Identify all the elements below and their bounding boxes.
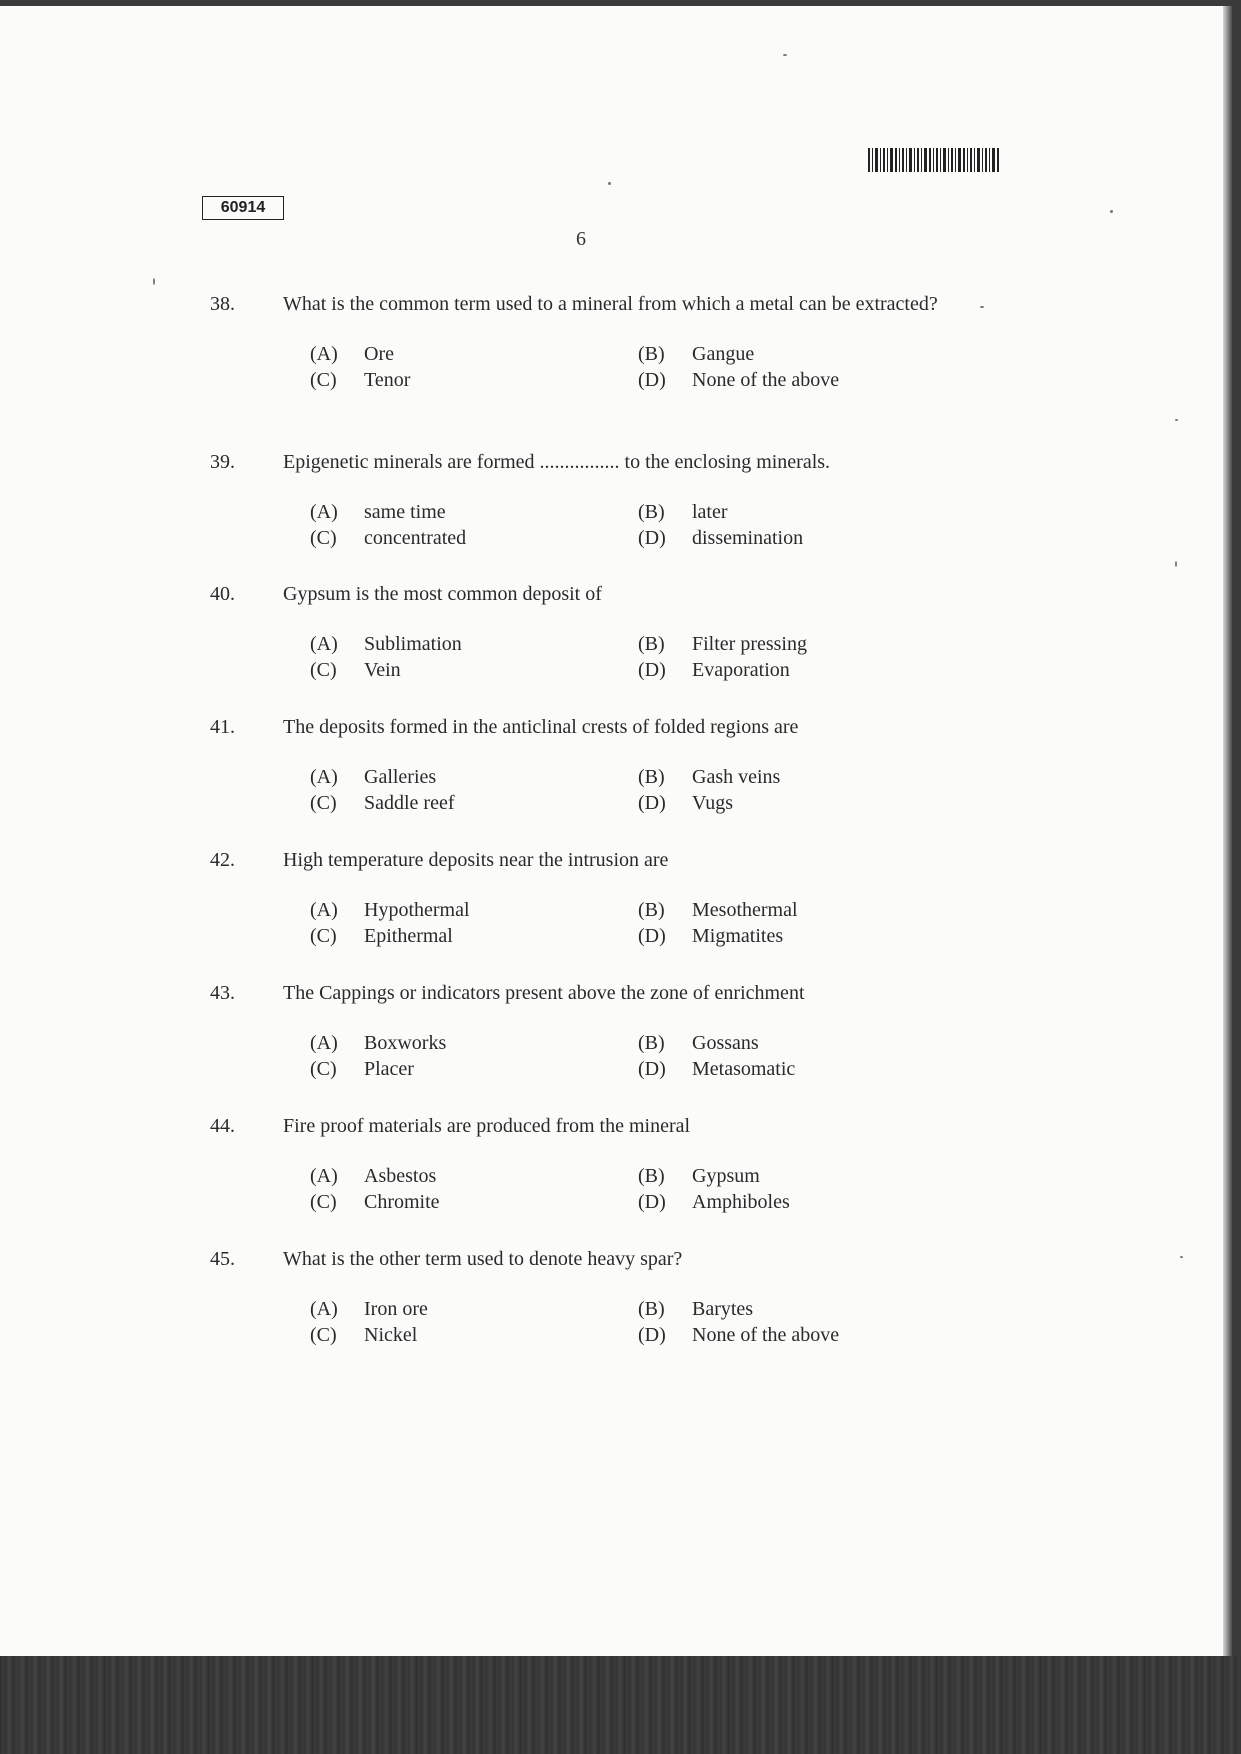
option-text: Gossans [692,1032,759,1054]
question-text: High temperature deposits near the intrusion are [283,849,669,871]
question-text: Gypsum is the most common deposit of [283,583,602,605]
scan-speck [153,278,155,285]
question-number: 43. [210,982,235,1004]
question-stem [210,1114,970,1138]
option-label: (B) [638,1165,665,1187]
option-label: (D) [638,1191,666,1213]
option-label: (C) [310,1191,337,1213]
option-text: Ore [364,343,394,365]
scan-speck [1175,561,1177,567]
question-number: 39. [210,451,235,473]
scan-speck [608,182,611,185]
option-text: Evaporation [692,659,790,681]
option-label: (C) [310,792,337,814]
question-text: Epigenetic minerals are formed ................ to the enclosing minerals. [283,451,831,473]
question-number: 45. [210,1248,235,1270]
option-label: (B) [638,766,665,788]
option-text: Boxworks [364,1032,447,1054]
option-text: concentrated [364,527,467,549]
question-stem [210,715,970,739]
options-grid [310,1031,970,1081]
option-b [638,1164,938,1188]
paper-code-box: 60914 [202,196,284,220]
option-a [310,898,638,922]
option-a [310,1031,638,1055]
option-b [638,342,938,366]
option-a [310,1297,638,1321]
scan-speck [783,54,787,56]
question-41 [210,715,970,815]
question-stem [210,848,970,872]
option-text: None of the above [692,1324,840,1346]
option-c [310,1057,638,1081]
option-c [310,368,638,392]
option-label: (A) [310,633,338,655]
option-text: dissemination [692,527,804,549]
option-text: Iron ore [364,1298,428,1320]
option-label: (D) [638,659,666,681]
option-label: (C) [310,369,337,391]
option-label: (B) [638,501,665,523]
options-grid [310,500,970,550]
option-text: Barytes [692,1298,754,1320]
option-c [310,924,638,948]
option-text: Migmatites [692,925,784,947]
question-text: What is the common term used to a mineral from which a metal can be extracted? [283,293,938,315]
option-label: (A) [310,766,338,788]
option-text: None of the above [692,369,840,391]
scan-speck [980,306,984,308]
question-40 [210,582,970,682]
option-label: (C) [310,527,337,549]
option-b [638,500,938,524]
question-42 [210,848,970,948]
question-number: 41. [210,716,235,738]
question-stem [210,1247,970,1271]
question-text: The deposits formed in the anticlinal crests of folded regions are [283,716,799,738]
option-c [310,1323,638,1347]
option-a [310,632,638,656]
option-label: (A) [310,899,338,921]
option-text: Gypsum [692,1165,760,1187]
option-label: (D) [638,369,666,391]
option-d [638,526,938,550]
question-number: 42. [210,849,235,871]
options-grid [310,1164,970,1214]
options-grid [310,632,970,682]
options-grid [310,898,970,948]
option-label: (A) [310,501,338,523]
option-text: same time [364,501,446,523]
option-label: (B) [638,1032,665,1054]
options-grid [310,765,970,815]
option-text: Epithermal [364,925,453,947]
question-stem [210,450,970,474]
option-label: (C) [310,1324,337,1346]
option-b [638,898,938,922]
option-text: Placer [364,1058,414,1080]
option-text: Vugs [692,792,734,814]
option-b [638,632,938,656]
option-text: Hypothermal [364,899,470,921]
question-39 [210,450,970,550]
option-label: (A) [310,1165,338,1187]
exam-page [0,6,1232,1656]
page-number: 6 [576,228,586,250]
scan-speck [1110,210,1113,213]
option-text: Amphiboles [692,1191,790,1213]
option-label: (C) [310,1058,337,1080]
option-label: (D) [638,527,666,549]
option-label: (B) [638,1298,665,1320]
option-label: (A) [310,1298,338,1320]
option-label: (D) [638,792,666,814]
question-number: 44. [210,1115,235,1137]
option-d [638,791,938,815]
barcode-image [868,148,1000,172]
option-d [638,368,938,392]
question-45 [210,1247,970,1347]
question-text: The Cappings or indicators present above the zone of enrichment [283,982,805,1004]
option-label: (A) [310,343,338,365]
option-b [638,1297,938,1321]
option-label: (D) [638,1324,666,1346]
option-c [310,658,638,682]
option-text: Nickel [364,1324,418,1346]
option-a [310,1164,638,1188]
question-stem [210,582,970,606]
option-c [310,1190,638,1214]
option-b [638,765,938,789]
option-label: (D) [638,925,666,947]
question-38 [210,292,970,392]
option-label: (C) [310,659,337,681]
option-text: Asbestos [364,1165,437,1187]
question-43 [210,981,970,1081]
option-text: later [692,501,728,523]
option-label: (B) [638,633,665,655]
option-label: (D) [638,1058,666,1080]
option-c [310,791,638,815]
question-number: 38. [210,293,235,315]
option-text: Metasomatic [692,1058,796,1080]
option-d [638,1323,938,1347]
option-d [638,658,938,682]
question-stem [210,981,970,1005]
option-b [638,1031,938,1055]
question-text: What is the other term used to denote heavy spar? [283,1248,683,1270]
option-d [638,1057,938,1081]
option-text: Galleries [364,766,437,788]
option-a [310,765,638,789]
question-number: 40. [210,583,235,605]
option-d [638,1190,938,1214]
option-label: (A) [310,1032,338,1054]
scanner-background [0,1656,1241,1754]
scan-speck [1175,419,1178,421]
option-label: (B) [638,899,665,921]
option-label: (B) [638,343,665,365]
option-text: Vein [364,659,401,681]
option-a [310,342,638,366]
option-a [310,500,638,524]
option-d [638,924,938,948]
page-edge-shadow [1223,6,1232,1656]
option-c [310,526,638,550]
option-text: Gash veins [692,766,781,788]
scan-speck [1180,1256,1183,1258]
option-text: Tenor [364,369,411,391]
options-grid [310,342,970,392]
options-grid [310,1297,970,1347]
question-stem [210,292,970,316]
option-label: (C) [310,925,337,947]
option-text: Filter pressing [692,633,807,655]
option-text: Gangue [692,343,755,365]
option-text: Mesothermal [692,899,798,921]
question-text: Fire proof materials are produced from the mineral [283,1115,691,1137]
option-text: Sublimation [364,633,462,655]
option-text: Chromite [364,1191,440,1213]
option-text: Saddle reef [364,792,455,814]
question-44 [210,1114,970,1214]
